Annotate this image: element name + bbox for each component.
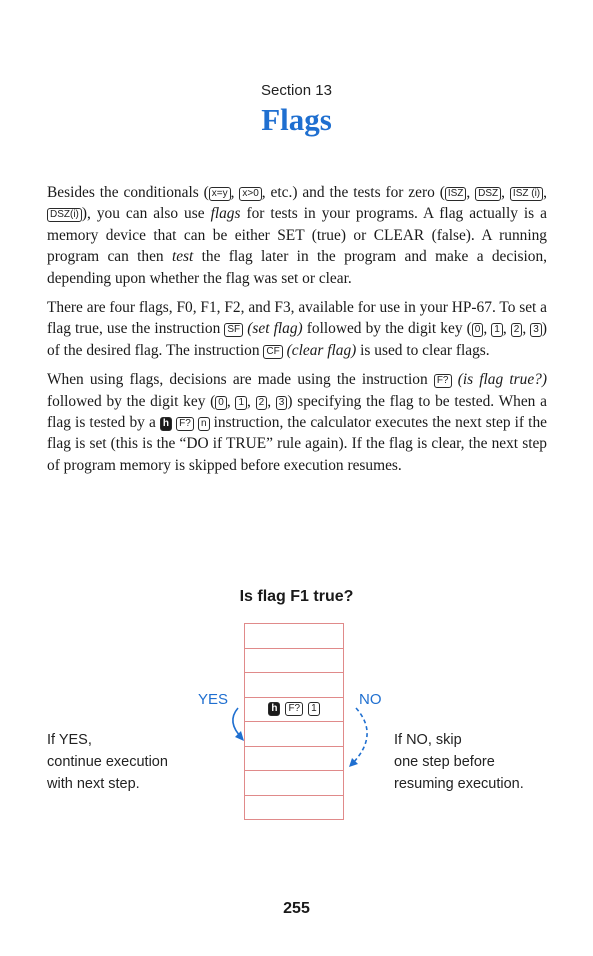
key-3: 3 [276, 396, 288, 410]
text: followed by the digit key ( [302, 320, 472, 338]
text: , [522, 320, 531, 338]
no-arrow [352, 708, 367, 764]
key-1: 1 [308, 702, 320, 716]
text: , [230, 184, 240, 201]
key-1: 1 [491, 323, 503, 337]
emphasis: test [171, 248, 194, 266]
key-2: 2 [256, 396, 268, 410]
text: the flag later in the program and make a decision, depending upon whether the flag was set or clear. [47, 248, 547, 287]
text: , [483, 320, 492, 338]
text-line: If NO, skip [394, 732, 462, 748]
section-label: Section 13 [261, 82, 332, 99]
text-line: continue execution [47, 754, 168, 770]
key-cf: CF [263, 345, 282, 359]
text: , [267, 392, 276, 410]
key-f-question: F? [285, 702, 303, 716]
yes-label: YES [198, 691, 229, 708]
key-h: h [268, 702, 280, 716]
text-line: one step before [394, 754, 495, 770]
key-isz: ISZ [445, 187, 467, 201]
text: There are four flags, F0, F1, F2, and F3, available for use in your HP-67. To set a flag true, use the instruction [47, 299, 548, 338]
key-0: 0 [472, 323, 484, 337]
text-line: resuming execution. [394, 776, 524, 792]
text-line: with next step. [47, 776, 140, 792]
key-h: h [160, 417, 172, 431]
emphasis: (clear flag) [286, 341, 357, 359]
text: , [501, 184, 510, 201]
text: , [543, 184, 547, 201]
yes-explanation [47, 729, 168, 795]
key-f-question: F? [176, 417, 194, 431]
text: ), you can also use [81, 205, 211, 223]
key-dsz: DSZ [475, 187, 501, 201]
text: instruction, the calculator executes the next step if the flag is set (this is the “DO if TRUE” rule again). If the flag is clear, the next step of program memory is skipped before execution resumes. [47, 414, 547, 474]
text: Besides the conditionals ( [47, 184, 209, 201]
key-x-eq-y: x=y [209, 187, 231, 201]
diagram-title: Is flag F1 true? [239, 588, 354, 605]
text: , [247, 392, 256, 410]
emphasis: flags [210, 205, 241, 223]
key-3: 3 [530, 323, 542, 337]
key-dsz-i: DSZ(i) [47, 208, 82, 222]
text: is used to clear flags. [356, 341, 490, 359]
emphasis: (is flag true?) [457, 371, 547, 389]
text: , etc.) and the tests for zero ( [261, 184, 445, 201]
key-n: n [198, 417, 210, 431]
text: for tests in your programs. A flag actually is a memory device that can be either SET (true) or CLEAR (false). A running program can then [47, 205, 547, 266]
page-title: Flags [261, 102, 332, 137]
text: ) specifying the flag to be tested. When a flag is tested by a [47, 392, 547, 432]
key-1: 1 [235, 396, 247, 410]
text: , [502, 320, 511, 338]
no-explanation [394, 729, 524, 795]
text: followed by the digit key ( [47, 392, 216, 410]
key-isz-i: ISZ (i) [510, 187, 543, 201]
key-x-gt-0: x>0 [239, 187, 261, 201]
key-0: 0 [215, 396, 227, 410]
text: ) of the desired flag. The instruction [47, 320, 547, 359]
key-f-question: F? [434, 374, 452, 388]
text: , [466, 184, 476, 201]
text: When using flags, decisions are made using the instruction [47, 371, 434, 389]
text: , [226, 392, 236, 410]
no-label: NO [359, 691, 382, 708]
emphasis: (set flag) [247, 320, 303, 338]
text-line: If YES, [47, 732, 92, 748]
key-sf: SF [224, 323, 243, 337]
key-2: 2 [511, 323, 523, 337]
page-number: 255 [283, 900, 310, 917]
